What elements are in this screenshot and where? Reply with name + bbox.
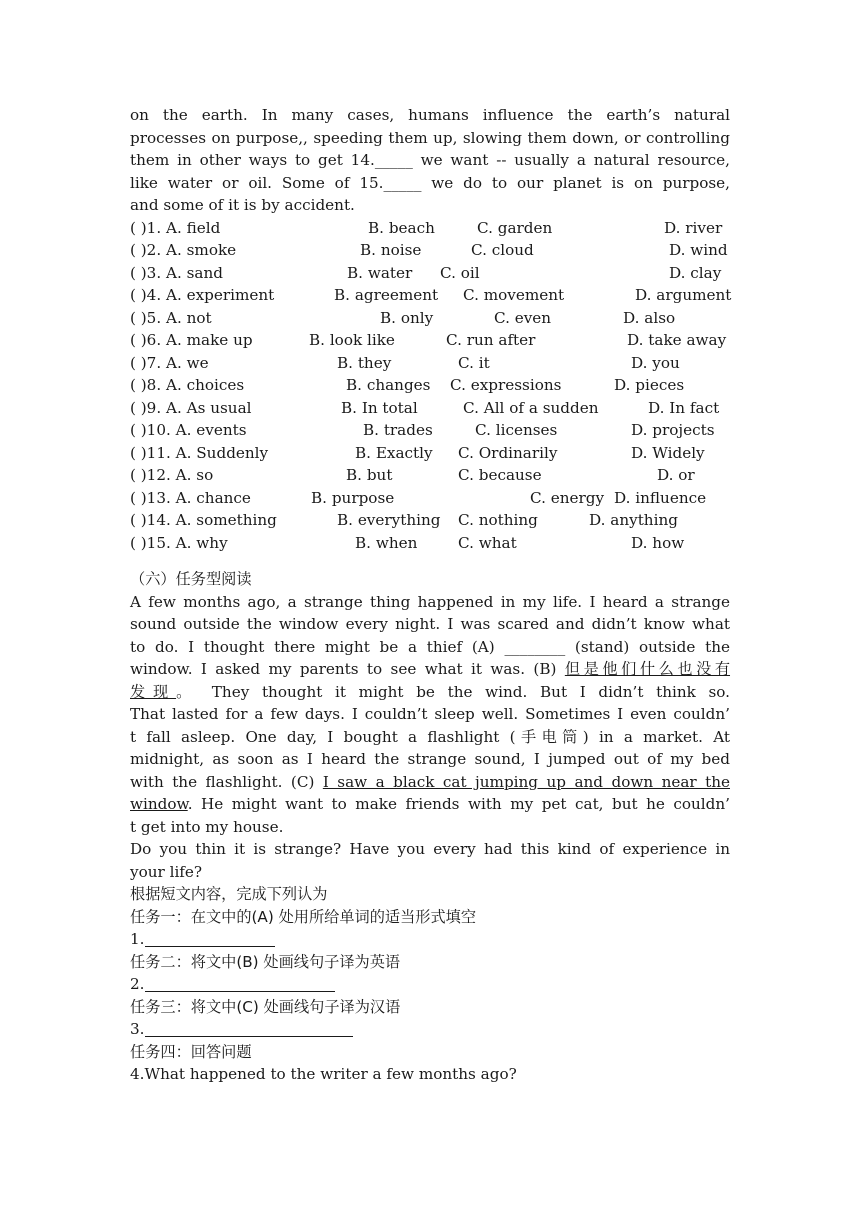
answer-blank-2[interactable] [145, 975, 335, 992]
question-option-b: B. everything [337, 511, 441, 529]
passage-line: and some of it is by accident. [130, 196, 355, 214]
question-option-d: D. take away [627, 331, 727, 349]
passage-line: on the earth. In many cases, humans influence the earth’s natural [130, 106, 730, 124]
question-option-c: C. energy [530, 488, 605, 507]
reading-text: window. I asked my parents to see what it was. (B) [130, 660, 565, 678]
reading-line: sound outside the window every night. I was scared and didn’t know what [130, 615, 730, 633]
question-option-c: C. movement [463, 286, 565, 304]
question-option-a: ( )7. A. we [130, 353, 209, 372]
question-row [130, 284, 730, 307]
question-option-b: B. when [355, 533, 418, 552]
question-option-a: ( )1. A. field [130, 218, 221, 237]
question-option-a: ( )6. A. make up [130, 331, 253, 349]
passage-line: processes on purpose,, speeding them up, slowing them down, or controlling [130, 128, 730, 147]
question-option-d: D. or [657, 466, 695, 484]
task-two: 任务二：将文中(B) 处画线句子译为英语 [130, 952, 401, 971]
question-option-b: B. purpose [311, 488, 395, 507]
question-row [130, 487, 730, 510]
question-option-b: B. they [337, 353, 392, 372]
question-option-b: B. trades [363, 421, 433, 439]
question-option-b: B. In total [341, 398, 418, 417]
task-four: 任务四：回答问题 [130, 1042, 252, 1061]
question-row [130, 352, 730, 375]
question-row [130, 532, 730, 555]
question-option-d: D. Widely [631, 443, 705, 462]
reading-line [130, 681, 730, 704]
question-option-a: ( )11. A. Suddenly [130, 443, 269, 462]
underlined-sentence-c-end: window [130, 795, 188, 813]
question-option-c: C. All of a sudden [463, 398, 599, 417]
question-option-d: D. influence [614, 488, 707, 507]
question-row [130, 419, 730, 442]
question-row [130, 329, 730, 352]
question-option-c: C. licenses [475, 421, 558, 439]
question-option-a: ( )9. A. As usual [130, 398, 252, 417]
answer-line-2: 2. [130, 973, 730, 996]
reading-line: Do you thin it is strange? Have you every had this kind of experience in [130, 840, 730, 858]
question-option-b: B. only [380, 308, 434, 327]
question-option-b: B. beach [368, 218, 435, 237]
question-option-a: ( )4. A. experiment [130, 286, 275, 304]
question-option-a: ( )3. A. sand [130, 263, 223, 282]
reading-line: t get into my house. [130, 817, 284, 836]
reading-line: A few months ago, a strange thing happened in my life. I heard a strange [130, 592, 730, 611]
question-row [130, 509, 730, 532]
question-option-a: ( )10. A. events [130, 421, 247, 439]
question-four: 4.What happened to the writer a few months ago? [130, 1065, 517, 1083]
question-option-a: ( )14. A. something [130, 511, 277, 529]
cloze-passage [130, 104, 730, 217]
answer-blank-1[interactable] [145, 930, 275, 947]
question-option-a: ( )15. A. why [130, 533, 228, 552]
answer-blank-3[interactable] [145, 1020, 353, 1037]
question-option-d: D. anything [589, 511, 678, 529]
underlined-sentence-c: I saw a black cat jumping up and down near the [322, 772, 730, 791]
question-row [130, 307, 730, 330]
question-option-a: ( )12. A. so [130, 466, 214, 484]
question-option-c: C. oil [440, 263, 480, 282]
task-three: 任务三：将文中(C) 处画线句子译为汉语 [130, 997, 401, 1016]
instructions: 根据短文内容，完成下列认为 [130, 885, 328, 903]
question-option-c: C. Ordinarily [458, 443, 558, 462]
reading-line: your life? [130, 862, 203, 881]
question-option-d: D. you [631, 353, 680, 372]
question-option-d: D. argument [635, 286, 732, 304]
question-option-a: ( )2. A. smoke [130, 241, 237, 259]
section-title: （六）任务型阅读 [130, 570, 252, 588]
question-option-b: B. changes [346, 376, 431, 394]
underlined-sentence-b: 但是他们什么也没有 [564, 660, 731, 678]
question-option-c: C. nothing [458, 511, 538, 529]
question-option-c: C. run after [446, 331, 536, 349]
reading-passage [130, 591, 730, 884]
reading-line [130, 658, 730, 681]
reading-line [130, 771, 730, 794]
reading-line: midnight, as soon as I heard the strange sound, I jumped out of my bed [130, 750, 730, 768]
reading-text: with the flashlight. (C) [130, 772, 323, 791]
question-option-c: C. even [494, 308, 552, 327]
question-row [130, 442, 730, 465]
reading-line [130, 793, 730, 816]
question-option-c: C. what [458, 533, 517, 552]
answer-line-3: 3. [130, 1018, 730, 1041]
passage-line: like water or oil. Some of 15._____ we do to our planet is on purpose, [130, 173, 730, 192]
question-option-c: C. because [458, 466, 542, 484]
question-row [130, 239, 730, 262]
question-row [130, 464, 730, 487]
question-option-b: B. look like [309, 331, 395, 349]
passage-line: them in other ways to get 14._____ we want -- usually a natural resource, [130, 151, 730, 169]
question-option-a: ( )5. A. not [130, 308, 212, 327]
question-option-c: C. it [458, 353, 490, 372]
question-option-d: D. how [631, 533, 685, 552]
question-row [130, 397, 730, 420]
question-list [130, 217, 730, 555]
reading-line: That lasted for a few days. I couldn’t sleep well. Sometimes I even couldn’ [130, 705, 730, 723]
question-option-d: D. clay [669, 263, 722, 282]
question-option-b: B. noise [360, 241, 422, 259]
question-option-d: D. also [623, 308, 676, 327]
question-option-c: C. garden [477, 218, 553, 237]
answer-line-1: 1. [130, 928, 730, 951]
task-one: 任务一：在文中的(A) 处用所给单词的适当形式填空 [130, 907, 477, 926]
question-option-d: D. river [664, 218, 723, 237]
question-option-b: B. Exactly [355, 443, 433, 462]
question-option-d: D. pieces [614, 376, 685, 394]
underlined-sentence-b-end: 发现 [130, 682, 177, 701]
question-option-a: ( )13. A. chance [130, 488, 251, 507]
question-row [130, 217, 730, 240]
question-option-b: B. water [347, 263, 413, 282]
question-option-c: C. cloud [471, 241, 534, 259]
reading-line: t fall asleep. One day, I bought a flashlight (手电筒) in a market. At [130, 727, 730, 746]
reading-text: . He might want to make friends with my pet cat, but he couldn’ [187, 795, 730, 813]
question-option-d: D. In fact [648, 398, 720, 417]
question-option-c: C. expressions [450, 376, 562, 394]
question-option-d: D. wind [669, 241, 728, 259]
reading-text: 。 They thought it might be the wind. But I didn’t think so. [176, 682, 730, 701]
document-page [130, 104, 730, 1086]
question-row [130, 262, 730, 285]
question-option-a: ( )8. A. choices [130, 376, 245, 394]
question-option-d: D. projects [631, 421, 715, 439]
question-row [130, 374, 730, 397]
question-option-b: B. agreement [334, 286, 439, 304]
reading-line: to do. I thought there might be a thief (A) ________ (stand) outside the [130, 637, 730, 656]
question-option-b: B. but [346, 466, 393, 484]
